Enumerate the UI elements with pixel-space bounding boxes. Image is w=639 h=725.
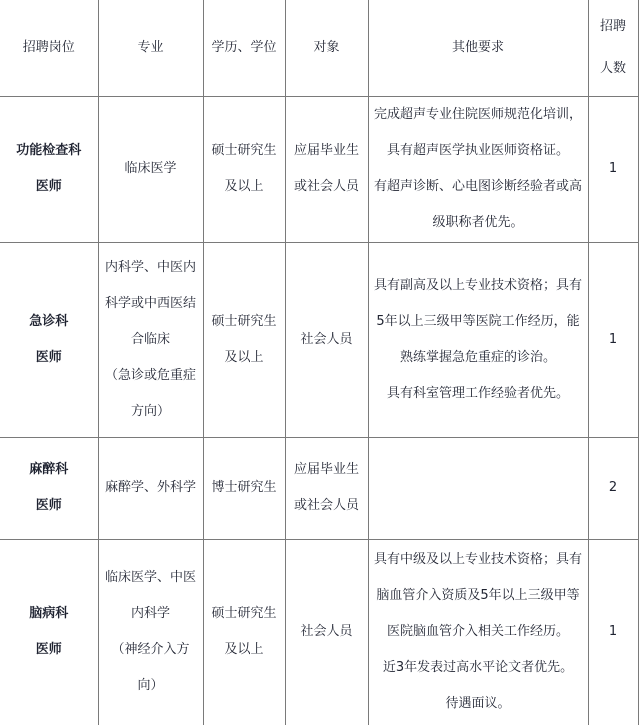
requirement-line: 完成超声专业住院医师规范化培训，	[373, 107, 582, 122]
major-line: 临床医学、中医	[104, 570, 196, 586]
target-line: 应届毕业生	[293, 462, 359, 477]
degree-line: 及以上	[224, 179, 264, 194]
header-label: 专业	[137, 39, 164, 55]
cell-count	[588, 437, 638, 539]
count-value: 1	[608, 161, 618, 176]
degree-line: 硕士研究生	[211, 143, 277, 158]
requirement-line: 熟练掌握急危重症的诊治。	[399, 349, 556, 365]
table-body	[0, 96, 638, 725]
major-line: 内科学	[130, 606, 170, 622]
degree-line: 及以上	[224, 349, 264, 365]
major-line: （神经介入方	[111, 642, 190, 658]
header-cell-requirements	[368, 0, 588, 96]
header-label: 学历、学位	[211, 39, 277, 55]
table-row	[0, 242, 638, 437]
major-line: 临床医学	[124, 161, 177, 176]
position-line: 麻醉科	[29, 462, 69, 477]
table-header	[0, 0, 638, 96]
requirement-line: 有超声诊断、心电图诊断经验者或高	[373, 179, 582, 194]
major-line: 科学或中西医结	[104, 295, 196, 311]
header-label: 招聘	[599, 18, 626, 34]
cell-requirements	[368, 437, 588, 539]
cell-degree	[203, 539, 285, 725]
cell-requirements	[368, 242, 588, 437]
degree-line: 硕士研究生	[211, 606, 277, 622]
major-line: 内科学、中医内	[104, 259, 196, 275]
cell-target	[285, 96, 368, 242]
cell-degree	[203, 96, 285, 242]
table-row	[0, 437, 638, 539]
cell-position	[0, 242, 98, 437]
requirement-line: 具有科室管理工作经验者优先。	[386, 385, 569, 401]
cell-major	[98, 242, 203, 437]
header-label: 其他要求	[451, 39, 504, 55]
header-cell-target	[285, 0, 368, 96]
cell-count	[588, 242, 638, 437]
header-cell-major	[98, 0, 203, 96]
requirement-line: 具有副高及以上专业技术资格；具有	[373, 277, 582, 293]
header-cell-count	[588, 0, 638, 96]
requirement-line: 5年以上三级甲等医院工作经历，能	[376, 313, 580, 329]
major-line: 麻醉学、外科学	[104, 480, 196, 495]
degree-line: 博士研究生	[211, 480, 277, 495]
position-line: 医师	[35, 498, 62, 513]
position-line: 医师	[35, 179, 62, 194]
target-line: 应届毕业生	[293, 143, 359, 158]
header-cell-position	[0, 0, 98, 96]
target-line: 社会人员	[300, 624, 353, 640]
cell-target	[285, 437, 368, 539]
count-value: 2	[608, 480, 618, 495]
position-line: 脑病科	[29, 606, 69, 622]
cell-requirements	[368, 96, 588, 242]
major-line: 向）	[137, 678, 164, 694]
degree-line: 及以上	[224, 642, 264, 658]
major-line: 方向）	[130, 403, 170, 419]
table-row	[0, 96, 638, 242]
count-value: 1	[608, 624, 618, 640]
target-line: 或社会人员	[293, 179, 359, 194]
requirement-line: 级职称者优先。	[432, 215, 524, 230]
position-line: 功能检查科	[16, 143, 82, 158]
cell-target	[285, 242, 368, 437]
target-line: 社会人员	[300, 331, 353, 347]
requirement-line: 医院脑血管介入相关工作经历。	[386, 624, 569, 640]
cell-position	[0, 437, 98, 539]
cell-degree	[203, 242, 285, 437]
header-label: 招聘岗位	[22, 39, 75, 55]
count-value: 1	[608, 331, 618, 347]
degree-line: 硕士研究生	[211, 313, 277, 329]
header-row	[0, 0, 638, 96]
major-line: 合临床	[130, 331, 170, 347]
table-row	[0, 539, 638, 725]
requirement-line: 具有超声医学执业医师资格证。	[386, 143, 569, 158]
cell-position	[0, 96, 98, 242]
target-line: 或社会人员	[293, 498, 359, 513]
cell-major	[98, 437, 203, 539]
position-line: 医师	[35, 642, 62, 658]
requirement-line: 脑血管介入资质及5年以上三级甲等	[376, 588, 580, 604]
major-line: （急诊或危重症	[104, 367, 196, 383]
cell-major	[98, 96, 203, 242]
cell-count	[588, 96, 638, 242]
cell-count	[588, 539, 638, 725]
cell-position	[0, 539, 98, 725]
cell-major	[98, 539, 203, 725]
requirement-line: 待遇面议。	[445, 696, 511, 712]
requirement-line: 近3年发表过高水平论文者优先。	[382, 660, 574, 676]
header-label: 对象	[313, 39, 340, 55]
cell-requirements	[368, 539, 588, 725]
cell-degree	[203, 437, 285, 539]
header-label: 人数	[599, 60, 626, 76]
position-line: 急诊科	[29, 313, 69, 329]
header-cell-degree	[203, 0, 285, 96]
cell-target	[285, 539, 368, 725]
position-line: 医师	[35, 349, 62, 365]
requirement-line: 具有中级及以上专业技术资格；具有	[373, 552, 582, 568]
